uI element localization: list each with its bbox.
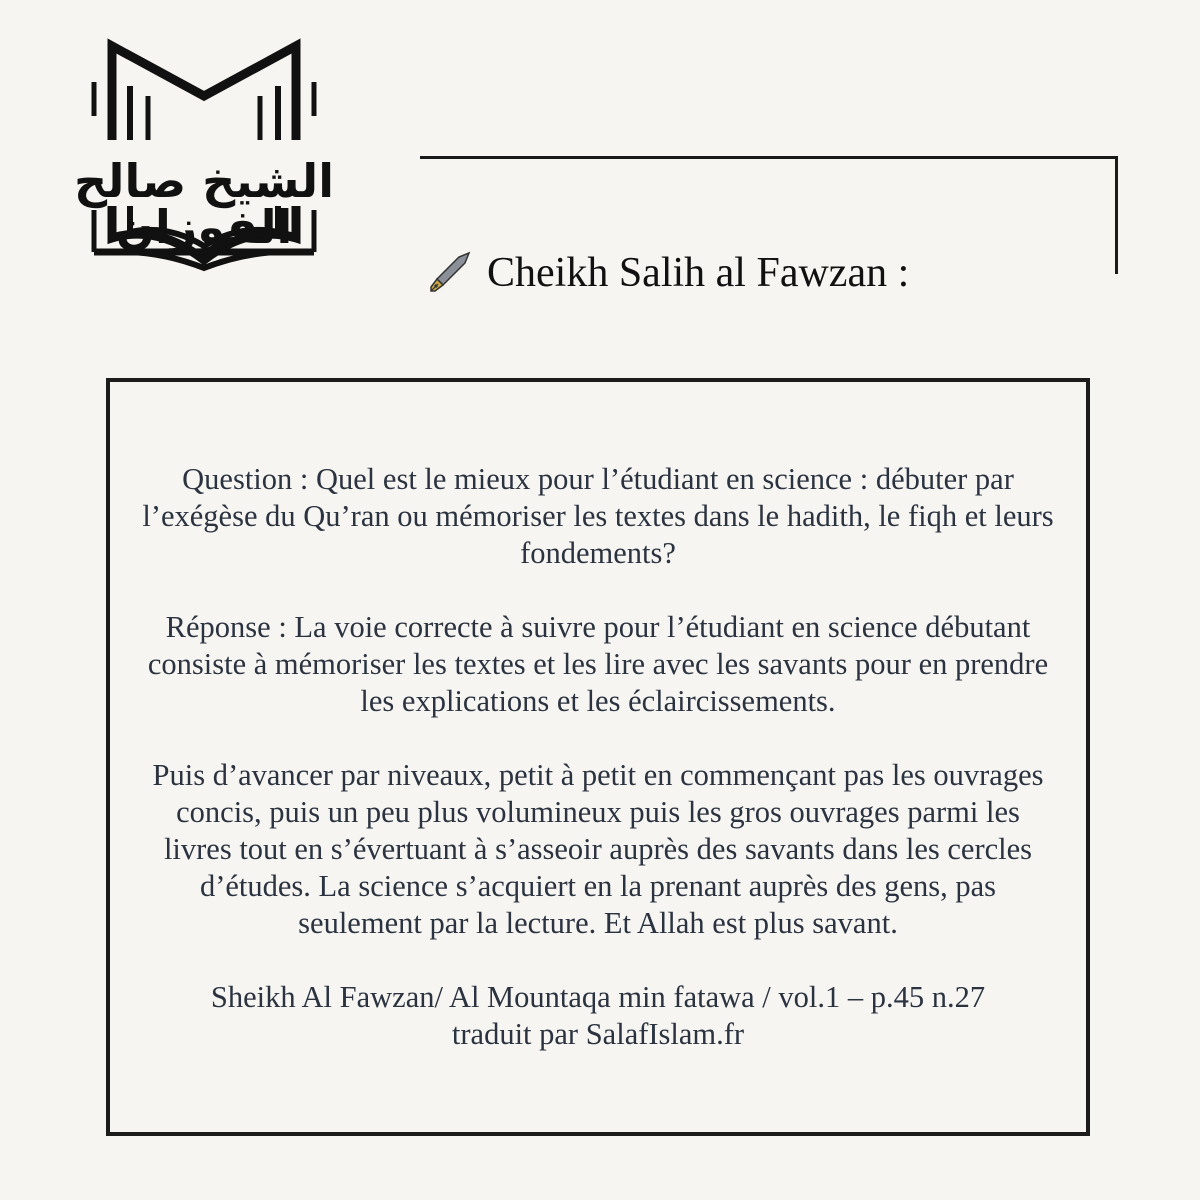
logo xyxy=(28,38,380,278)
heading xyxy=(425,246,909,300)
vertical-rule xyxy=(1115,156,1118,274)
source-citation: Sheikh Al Fawzan/ Al Mountaqa min fatawa / vol.1 – p.45 n.27 xyxy=(210,980,986,1014)
logo-arabic-name: الشيخ صالح الفوزان xyxy=(74,154,334,254)
fountain-pen-icon xyxy=(425,249,473,297)
answer-paragraph: Réponse : La voie correcte à suivre pour l’étudiant en science débutant consiste à mémoriser les textes et les lire avec les savants pour en prendre les explications et les éclaircissements. xyxy=(147,610,1049,718)
horizontal-rule xyxy=(420,156,1118,159)
translator-credit: traduit par SalafIslam.fr xyxy=(451,1017,745,1051)
continuation-paragraph: Puis d’avancer par niveaux, petit à petit en commençant pas les ouvrages concis, puis un peu plus volumineux puis les gros ouvrages parmi les livres tout en s’évertuant à s’asseoir auprès des savants dans les cercles d’études. La science s’acquiert en la prenant auprès des gens, pas seulement par la lecture. Et Allah est plus savant. xyxy=(152,758,1044,940)
heading-title: Cheikh Salih al Fawzan : xyxy=(487,250,910,296)
question-paragraph: Question : Quel est le mieux pour l’étudiant en science : débuter par l’exégèse du Qu’ran ou mémoriser les textes dans le hadith, le fiqh et leurs fondements? xyxy=(142,462,1054,570)
content-box xyxy=(106,378,1090,1136)
